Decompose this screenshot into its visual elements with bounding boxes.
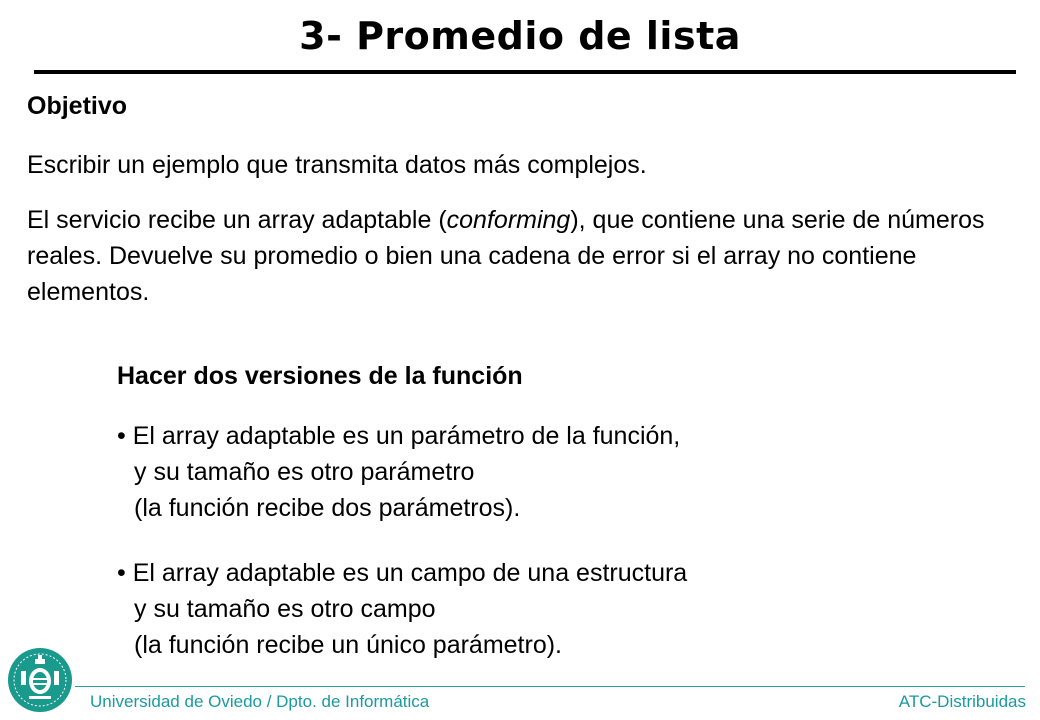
paragraph-2-text-a: El servicio recibe un array adaptable ( (27, 206, 447, 234)
bullet-item-1 (117, 418, 1017, 526)
bullet-1-line-3: (la función recibe dos parámetros). (134, 494, 521, 522)
paragraph-2-text-b: ), que contiene una serie de números reales. Devuelve su promedio o bien una cadena de error si el array no contiene elementos. (27, 206, 985, 306)
versions-heading: Hacer dos versiones de la función (117, 362, 523, 390)
bullet-1-line-1: • El array adaptable es un parámetro de la función, (117, 422, 681, 450)
objetivo-paragraph-1: Escribir un ejemplo que transmita datos más complejos. (27, 151, 647, 179)
footer-course: ATC-Distribuidas (898, 692, 1026, 711)
conforming-term: conforming (446, 206, 571, 234)
footer-divider (75, 686, 1025, 687)
page-title: 3- Promedio de lista (299, 14, 741, 58)
bullet-2-line-1: • El array adaptable es un campo de una estructura (117, 559, 688, 587)
footer-institution: Universidad de Oviedo / Dpto. de Informática (90, 692, 430, 711)
objetivo-heading: Objetivo (27, 92, 128, 120)
bullet-1-line-2: y su tamaño es otro parámetro (134, 458, 475, 486)
bullet-item-2 (117, 555, 1017, 663)
title-divider (34, 70, 1016, 74)
bullet-2-line-3: (la función recibe un único parámetro). (134, 631, 563, 659)
bullet-2-line-2: y su tamaño es otro campo (134, 595, 436, 623)
university-seal-icon (7, 647, 73, 713)
objetivo-paragraph-2 (27, 202, 1027, 310)
